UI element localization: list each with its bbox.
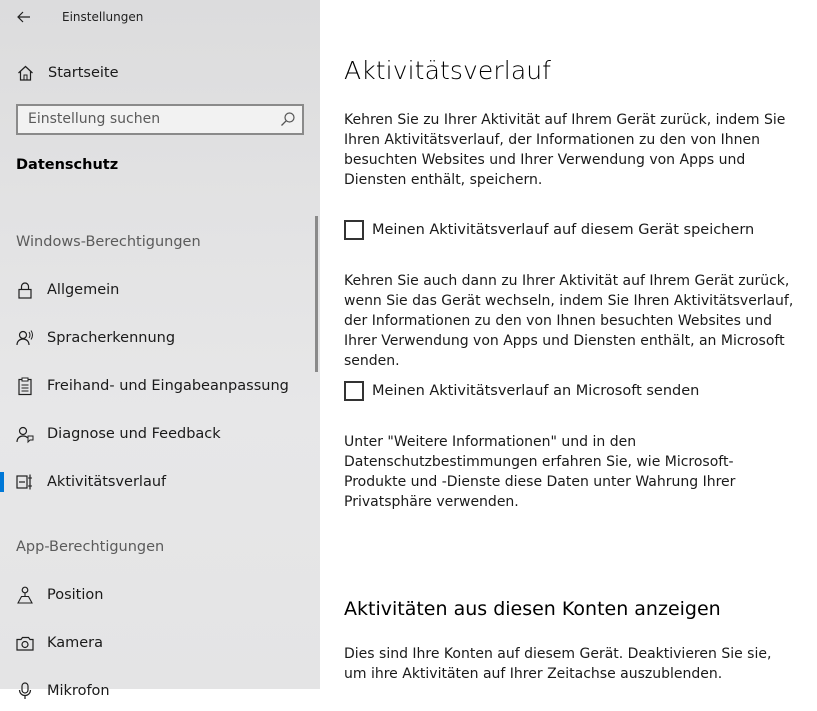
sidebar-item-label: Diagnose und Feedback — [47, 426, 221, 442]
back-button[interactable] — [13, 6, 35, 28]
sidebar-item-label: Kamera — [47, 635, 104, 651]
description-paragraph: Kehren Sie zu Ihrer Aktivität auf Ihrem Gerät zurück, indem Sie Ihren Aktivitätsverlauf, der Informationen zu den von Ihnen besuchten Websites und Ihrer Verwendung von Apps und Diensten enthält, speichern. — [344, 112, 786, 188]
checkbox-label: Meinen Aktivitätsverlauf auf diesem Gerät speichern — [372, 222, 755, 238]
description-paragraph: Kehren Sie auch dann zu Ihrer Aktivität auf Ihrem Gerät zurück, wenn Sie das Gerät wechseln, indem Sie Ihren Aktivitätsverlauf, der Informationen zu den von Ihnen besuchten Websites und Ihrer Verwendung von Apps und Diensten enthält, an Microsoft senden. — [344, 273, 794, 369]
microphone-icon — [16, 682, 34, 700]
timeline-icon — [16, 473, 34, 491]
sidebar-item-label: Position — [47, 587, 104, 603]
checkbox-send-history[interactable] — [344, 380, 699, 402]
checkbox-box[interactable] — [344, 381, 364, 401]
sidebar-item-label: Mikrofon — [47, 683, 110, 699]
search-icon — [280, 111, 296, 127]
sidebar-item-spracherkennung[interactable] — [0, 318, 320, 358]
sidebar-item-allgemein[interactable] — [0, 270, 320, 310]
active-indicator — [0, 472, 4, 492]
section-title-accounts: Aktivitäten aus diesen Konten anzeigen — [344, 598, 721, 620]
sidebar-item-diagnose[interactable] — [0, 414, 320, 454]
back-arrow-icon — [17, 11, 31, 23]
sidebar-item-aktivitaetsverlauf[interactable] — [0, 462, 320, 502]
group-title-windows: Windows-Berechtigungen — [16, 234, 201, 250]
sidebar-item-freihand[interactable] — [0, 366, 320, 406]
group-title-app: App-Berechtigungen — [16, 539, 165, 555]
lock-icon — [16, 281, 34, 299]
window-title: Einstellungen — [62, 10, 144, 24]
sidebar-scrollbar[interactable] — [315, 216, 318, 372]
sidebar-item-label: Allgemein — [47, 282, 120, 298]
location-icon — [16, 586, 34, 604]
page-title: Aktivitätsverlauf — [344, 56, 552, 85]
privacy-info-paragraph: Unter "Weitere Informationen" und in den Datenschutzbestimmungen erfahren Sie, wie Microsoft-Produkte und -Dienste diese Daten unter Wahrung Ihrer Privatsphäre verwenden. — [344, 434, 736, 510]
checkbox-box[interactable] — [344, 220, 364, 240]
sidebar-item-mikrofon[interactable] — [0, 671, 320, 711]
sidebar-item-kamera[interactable] — [0, 623, 320, 663]
accounts-description: Dies sind Ihre Konten auf diesem Gerät. Deaktivieren Sie sie, um ihre Aktivitäten auf Ihrer Zeitachse auszublenden. — [344, 646, 772, 682]
clipboard-icon — [16, 377, 34, 395]
feedback-icon — [16, 425, 34, 443]
speech-icon — [16, 329, 34, 347]
search-placeholder: Einstellung suchen — [28, 111, 161, 127]
sidebar-item-home[interactable] — [0, 53, 320, 93]
sidebar-item-position[interactable] — [0, 575, 320, 615]
checkbox-save-history[interactable] — [344, 219, 754, 241]
main-content — [320, 0, 817, 689]
sidebar-item-label: Spracherkennung — [47, 330, 176, 346]
section-title: Datenschutz — [16, 157, 119, 173]
home-icon — [16, 64, 34, 82]
sidebar-item-label: Aktivitätsverlauf — [47, 474, 167, 490]
sidebar — [0, 0, 320, 699]
sidebar-item-label: Startseite — [48, 65, 119, 81]
search-input[interactable] — [16, 104, 304, 135]
checkbox-label: Meinen Aktivitätsverlauf an Microsoft senden — [372, 383, 700, 399]
camera-icon — [16, 634, 34, 652]
sidebar-item-label: Freihand- und Eingabeanpassung — [47, 378, 289, 394]
